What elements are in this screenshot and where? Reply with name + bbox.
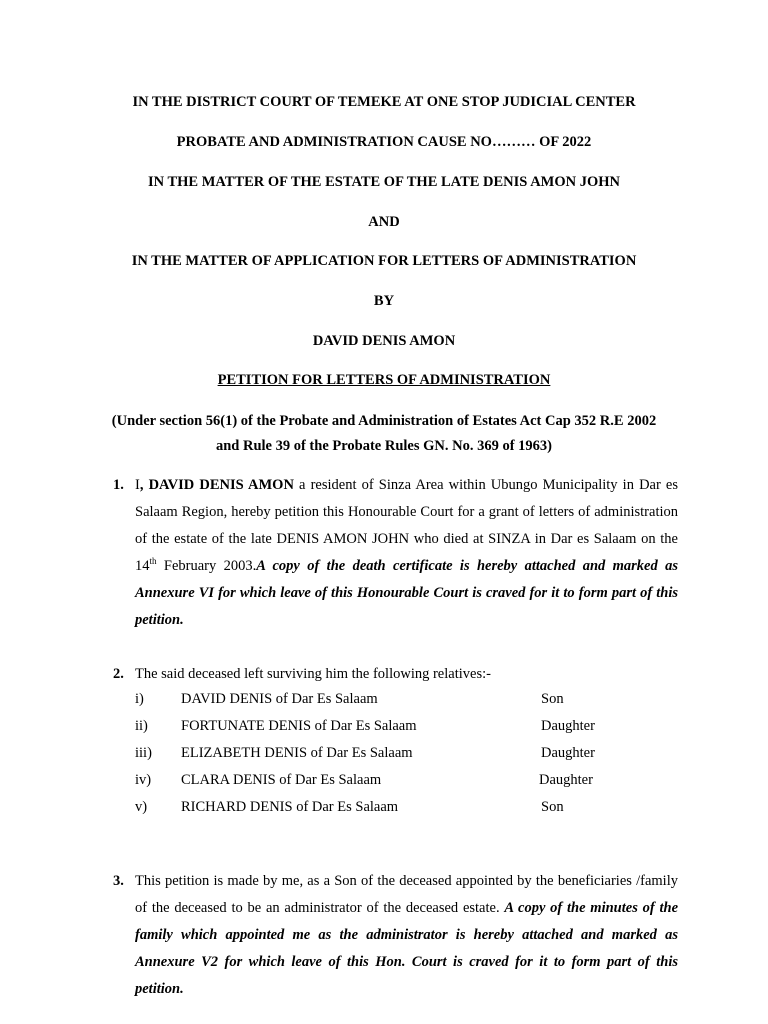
para3 [135, 868, 678, 1003]
relative-num: iii) [135, 745, 152, 761]
relative-num: i) [135, 691, 144, 707]
and-heading: AND [368, 214, 400, 230]
relative-num: v) [135, 799, 148, 815]
relative-name: CLARA DENIS of Dar Es Salaam [181, 772, 382, 788]
cause-heading: PROBATE AND ADMINISTRATION CAUSE NO……… OF 2022 [176, 134, 592, 150]
relative-num: iv) [135, 772, 152, 788]
relative-relation: Daughter [539, 772, 593, 788]
application-heading: IN THE MATTER OF APPLICATION FOR LETTERS OF ADMINISTRATION [131, 253, 637, 269]
relative-row [135, 713, 695, 740]
para3-text: This petition is made by me, as a Son of the deceased appointed by the beneficiaries /family of the deceased to be an administrator of the deceased estate. [135, 873, 678, 916]
relative-relation: Son [541, 799, 564, 815]
para2-number: 2. [113, 666, 124, 682]
relative-relation: Son [541, 691, 564, 707]
estate-heading: IN THE MATTER OF THE ESTATE OF THE LATE DENIS AMON JOHN [147, 174, 620, 190]
petitioner-heading: DAVID DENIS AMON [312, 333, 456, 349]
para1-emphasis: A copy of the death certificate is hereby attached and marked as Annexure VI for which leave of this Honourable Court is craved for it to form part of this petition. [135, 558, 679, 628]
relative-relation: Daughter [541, 745, 595, 761]
relative-row [135, 686, 695, 713]
relative-row [135, 767, 695, 794]
relative-name: RICHARD DENIS of Dar Es Salaam [181, 799, 399, 815]
under-section-line2: and Rule 39 of the Probate Rules GN. No. 369 of 1963) [215, 438, 553, 454]
para2-intro: The said deceased left surviving him the following relatives:- [135, 666, 491, 682]
relative-num: ii) [135, 718, 148, 734]
para1-name: , DAVID DENIS AMON [139, 477, 294, 493]
para3-emphasis: A copy of the minutes of the family which appointed me as the administrator is hereby attached and marked as Annexure V2 for which leave of this Hon. Court is craved for it to form part of this petition. [135, 900, 679, 997]
para1-text1: a resident of Sinza Area within Ubungo Municipality in Dar es Salaam Region, hereby petition this Honourable Court for a grant of letters of administration of the estate of the late DENIS AMON JOHN who died at SINZA in Dar es Salaam on the 14 [135, 477, 679, 574]
relative-relation: Daughter [541, 718, 595, 734]
para1-number: 1. [113, 477, 124, 493]
para1-lead: I [135, 477, 140, 493]
para1 [135, 472, 678, 634]
para1-text2: February 2003. [156, 558, 257, 574]
under-section-line1: (Under section 56(1) of the Probate and Administration of Estates Act Cap 352 R.E 2002 [111, 413, 657, 429]
para1-sup: th [149, 556, 157, 567]
para3-number: 3. [113, 873, 124, 889]
court-heading: IN THE DISTRICT COURT OF TEMEKE AT ONE STOP JUDICIAL CENTER [132, 94, 636, 110]
relative-row [135, 740, 695, 767]
relative-name: ELIZABETH DENIS of Dar Es Salaam [181, 745, 413, 761]
relative-name: FORTUNATE DENIS of Dar Es Salaam [181, 718, 417, 734]
by-heading: BY [373, 293, 395, 309]
relative-name: DAVID DENIS of Dar Es Salaam [181, 691, 378, 707]
petition-title-wrap [0, 371, 768, 389]
relative-row [135, 794, 695, 821]
petition-title: PETITION FOR LETTERS OF ADMINISTRATION [217, 372, 551, 388]
